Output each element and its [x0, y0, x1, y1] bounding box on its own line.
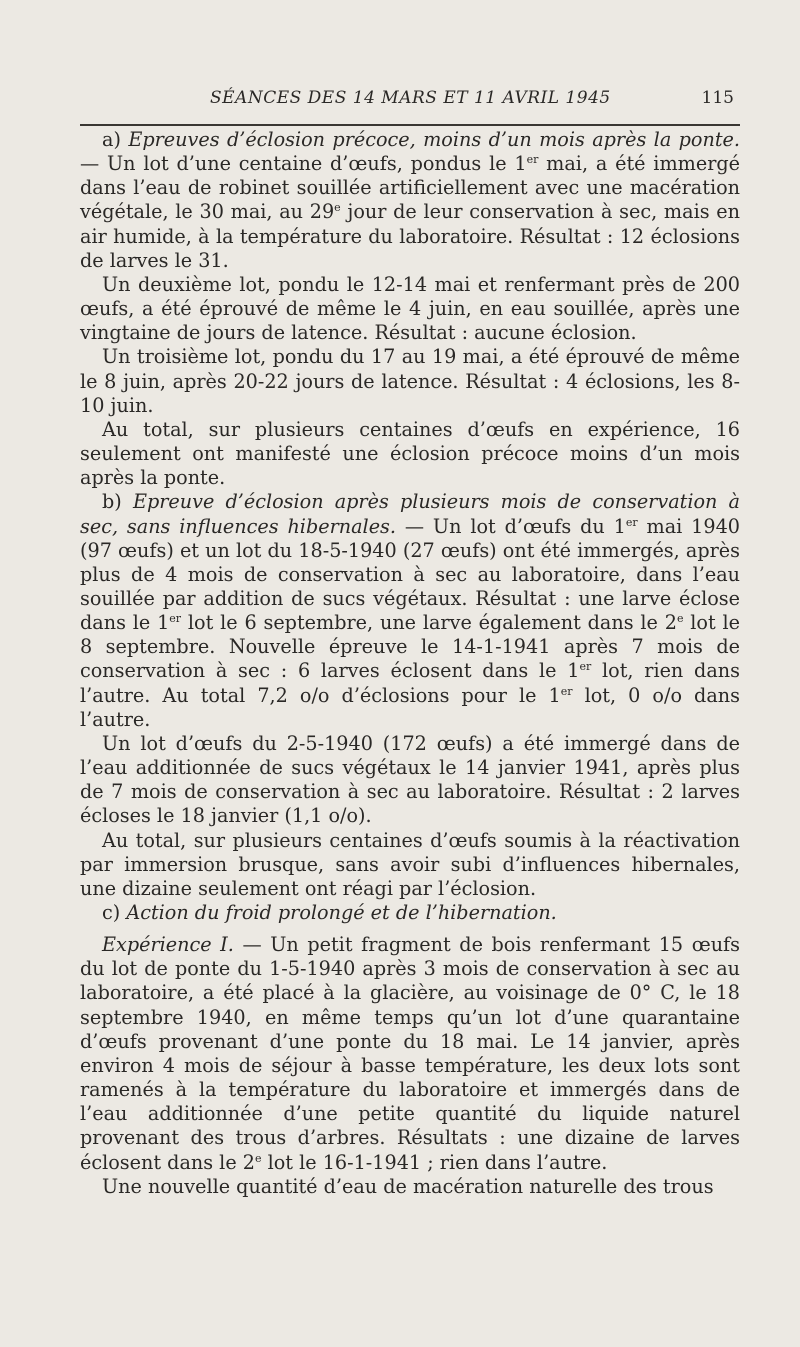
header-rule [80, 124, 740, 126]
section-a-marker: a) [102, 128, 121, 151]
paragraph: — Un petit fragment de bois renfermant 15 œufs du lot de ponte du 1-5-1940 après 3 mois de conservation à sec au laboratoire, a été placé à la glacière, au voisinage de 0° C, le 18 septembre 1940, en même temps qu’un lot d’une quarantaine d’œufs provenant d’une ponte du 18 mai. Le 14 janvier, après environ 4 mois de séjour à basse température, les deux lots sont ramenés à la température du laboratoire et immergés dans de l’eau additionnée d’une petite quantité du liquide naturel provenant des trous d’arbres. Résultats : une dizaine de larves éclosent dans le 2e lot le 16-1-1941 ; rien dans l’autre. [80, 933, 740, 1174]
paragraph: Au total, sur plusieurs centaines d’œufs en expérience, 16 seulement ont manifesté une éclosion précoce moins d’un mois après la ponte. [80, 417, 740, 490]
paragraph: Un lot d’œufs du 2-5-1940 (172 œufs) a été immergé dans de l’eau additionnée de sucs végétaux le 14 janvier 1941, après plus de 7 mois de conservation à sec au laboratoire. Résultat : 2 larves écloses le 18 janvier (1,1 o/o). [80, 731, 740, 828]
spacer [80, 925, 740, 933]
section-c-heading [80, 901, 740, 925]
experience-title: Expérience I. [102, 933, 234, 957]
section-a-heading [80, 128, 740, 273]
running-title: SÉANCES DES 14 MARS ET 11 AVRIL 1945 [210, 88, 611, 108]
page-number: 115 [701, 88, 734, 108]
paragraph: Un troisième lot, pondu du 17 au 19 mai, a été éprouvé de même le 8 juin, après 20-22 jours de latence. Résultat : 4 éclosions, les 8-10 juin. [80, 345, 740, 417]
paragraph: — Un lot d’une centaine d’œufs, pondus le 1er mai, a été immergé dans l’eau de robinet souillée artificiellement avec une macération végétale, le 30 mai, au 29e jour de leur conservation à sec, mais en air humide, à la température du laboratoire. Résultat : 12 éclosions de larves le 31. [80, 152, 740, 272]
section-b-marker: b) [102, 490, 122, 514]
body-text [80, 128, 740, 1199]
section-b-title: Epreuve d’éclosion après plusieurs mois de conservation à sec, sans influences hibernales. [80, 490, 740, 538]
paragraph: — Un lot d’œufs du 1er mai 1940 (97 œufs) et un lot du 18-5-1940 (27 œufs) ont été immergés, après plus de 4 mois de conservation à sec au laboratoire, dans l’eau souillée par addition de sucs végétaux. Résultat : une larve éclose dans le 1er lot le 6 septembre, une larve également dans le 2e lot le 8 septembre. Nouvelle épreuve le 14-1-1941 après 7 mois de conservation à sec : 6 larves éclosent dans le 1er lot, rien dans l’autre. Au total 7,2 o/o d’éclosions pour le 1er lot, 0 o/o dans l’autre. [80, 514, 740, 731]
paragraph: Une nouvelle quantité d’eau de macération naturelle des trous [102, 1174, 714, 1198]
paragraph: Au total, sur plusieurs centaines d’œufs soumis à la réactivation par immersion brusque, sans avoir subi d’influences hibernales, une dizaine seulement ont réagi par l’éclosion. [80, 828, 740, 900]
section-a-title: Epreuves d’éclosion précoce, moins d’un mois après la ponte. [128, 128, 741, 151]
section-b-heading [80, 490, 740, 732]
experience-paragraph [80, 933, 740, 1175]
paragraph: Un deuxième lot, pondu le 12-14 mai et renfermant près de 200 œufs, a été éprouvé de même le 4 juin, en eau souillée, après une vingtaine de jours de latence. Résultat : aucune éclosion. [80, 272, 740, 345]
section-c-marker: c) [102, 901, 121, 924]
section-c-title: Action du froid prolongé et de l’hibernation. [126, 901, 557, 924]
page-header [80, 88, 740, 114]
